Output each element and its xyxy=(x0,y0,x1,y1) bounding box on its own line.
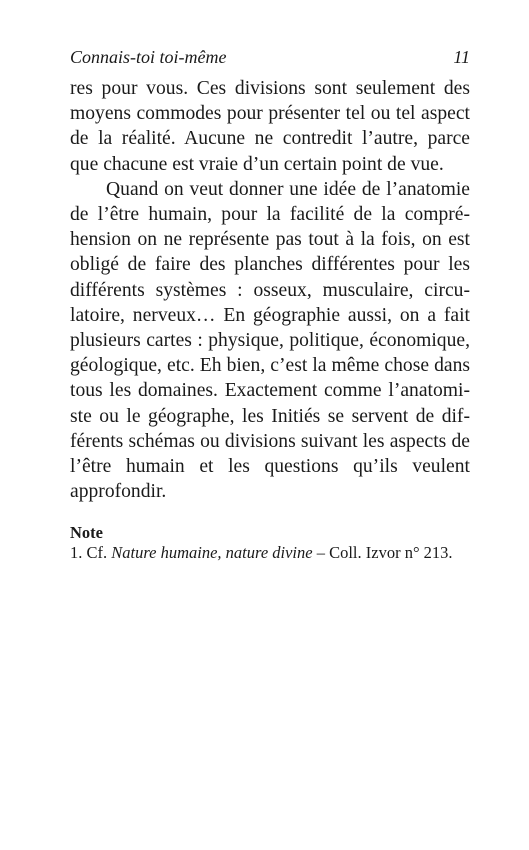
page-number: 11 xyxy=(453,47,470,67)
paragraph: Quand on veut donner une idée de l’anatomie de l’être humain, pour la facilité de la compréhension on ne représente pas tout à la fois, on est obligé de faire des planches différentes pour les différents systèmes : osseux, musculaire, circulatoire, nerveux… En géographie aussi, on a fait plusieurs cartes : physique, politique, économique, géologique, etc. Eh bien, c’est la même chose dans tous les domaines. Exactement comme l’anatomiste ou le géographe, les Initiés se servent de différents schémas ou divisions suivant les aspects de l’être humain et les questions qu’ils veulent approfondir. xyxy=(70,178,470,503)
running-header xyxy=(70,46,470,68)
page-content xyxy=(70,46,470,504)
note-item xyxy=(70,543,470,563)
header-title: Connais-toi toi-même xyxy=(70,47,227,67)
paragraph: res pour vous. Ces divisions sont seulement des moyens commodes pour présenter tel ou tel aspect de la réalité. Aucune ne contredit l’autre, parce que chacune est vraie d’un certain point de vue. xyxy=(70,78,470,175)
body-text xyxy=(70,76,470,504)
notes-title: Note xyxy=(70,523,103,542)
note-number: 1. Cf. xyxy=(70,543,108,562)
notes-section xyxy=(70,523,470,563)
note-reference: – Coll. Izvor n° 213. xyxy=(316,543,453,562)
note-work-title: Nature humaine, nature divine xyxy=(111,543,313,562)
